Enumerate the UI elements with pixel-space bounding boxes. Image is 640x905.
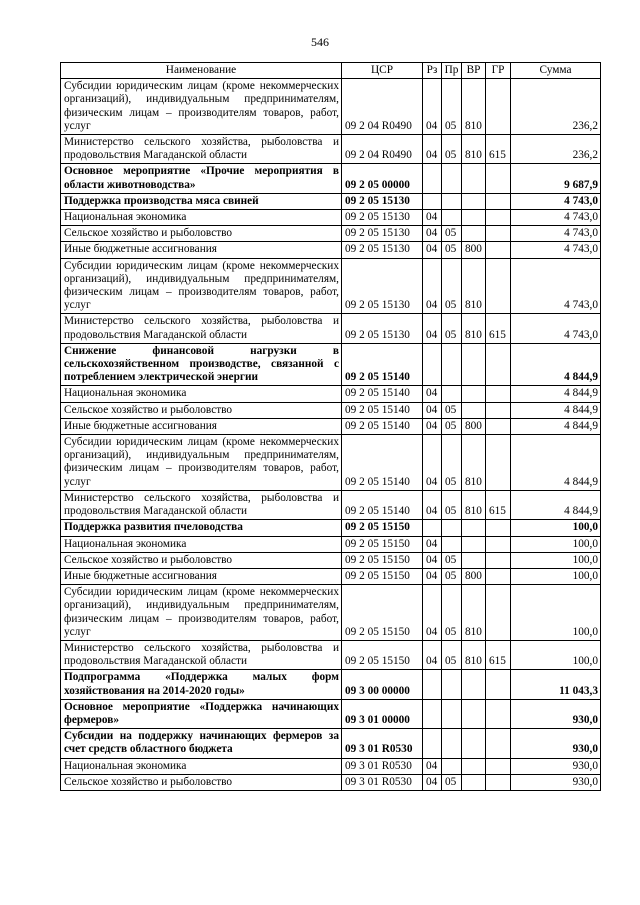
table-row	[61, 343, 601, 386]
cell-gr	[486, 226, 511, 242]
cell-sum: 930,0	[511, 774, 601, 790]
cell-csr: 09 3 01 R0530	[342, 758, 423, 774]
table-row	[61, 536, 601, 552]
cell-sum: 100,0	[511, 520, 601, 536]
table-row	[61, 435, 601, 491]
cell-vr	[462, 164, 486, 193]
budget-table	[60, 62, 601, 791]
cell-rz: 04	[423, 435, 442, 491]
cell-rz: 04	[423, 774, 442, 790]
cell-sum: 930,0	[511, 699, 601, 728]
cell-name: Сельское хозяйство и рыболовство	[61, 774, 342, 790]
column-header-vr: ВР	[462, 63, 486, 79]
column-header-rz: Рз	[423, 63, 442, 79]
cell-rz: 04	[423, 402, 442, 418]
cell-vr: 810	[462, 490, 486, 519]
table-row	[61, 386, 601, 402]
table-row	[61, 193, 601, 209]
cell-name: Национальная экономика	[61, 386, 342, 402]
column-header-name: Наименование	[61, 63, 342, 79]
cell-sum: 4 844,9	[511, 402, 601, 418]
cell-rz	[423, 729, 442, 758]
cell-name: Основное мероприятие «Поддержка начинающих фермеров»	[61, 699, 342, 728]
cell-rz: 04	[423, 758, 442, 774]
cell-gr	[486, 699, 511, 728]
cell-name: Субсидии юридическим лицам (кроме некоммерческих организаций), индивидуальным предпринимателям, физическим лицам – производителям товаров, работ, услуг	[61, 585, 342, 641]
cell-csr: 09 2 05 15140	[342, 386, 423, 402]
cell-gr	[486, 536, 511, 552]
cell-gr	[486, 552, 511, 568]
cell-sum: 4 743,0	[511, 258, 601, 314]
cell-rz: 04	[423, 135, 442, 164]
cell-csr: 09 2 05 15130	[342, 258, 423, 314]
cell-sum: 100,0	[511, 536, 601, 552]
cell-csr: 09 2 05 15150	[342, 640, 423, 669]
cell-pr: 05	[442, 774, 462, 790]
cell-pr: 05	[442, 490, 462, 519]
cell-pr	[442, 343, 462, 386]
cell-rz: 04	[423, 79, 442, 135]
cell-sum: 4 743,0	[511, 226, 601, 242]
cell-csr: 09 2 05 15150	[342, 568, 423, 584]
cell-sum: 4 743,0	[511, 210, 601, 226]
cell-csr: 09 2 05 15130	[342, 210, 423, 226]
cell-name: Снижение финансовой нагрузки в сельскохозяйственном производстве, связанной с потреблением электрической энергии	[61, 343, 342, 386]
cell-csr: 09 2 05 15140	[342, 343, 423, 386]
cell-pr	[442, 386, 462, 402]
cell-rz: 04	[423, 418, 442, 434]
cell-vr: 810	[462, 314, 486, 343]
cell-csr: 09 2 05 15150	[342, 552, 423, 568]
cell-gr	[486, 520, 511, 536]
cell-vr: 810	[462, 79, 486, 135]
cell-pr	[442, 536, 462, 552]
table-row	[61, 164, 601, 193]
cell-csr: 09 2 05 15140	[342, 418, 423, 434]
cell-sum: 100,0	[511, 585, 601, 641]
table-row	[61, 520, 601, 536]
cell-vr: 800	[462, 242, 486, 258]
cell-pr: 05	[442, 640, 462, 669]
table-row	[61, 402, 601, 418]
table-row	[61, 210, 601, 226]
cell-gr	[486, 585, 511, 641]
cell-sum: 236,2	[511, 135, 601, 164]
cell-csr: 09 2 05 15130	[342, 193, 423, 209]
cell-csr: 09 2 05 15150	[342, 520, 423, 536]
cell-name: Подпрограмма «Поддержка малых форм хозяйствования на 2014-2020 годы»	[61, 670, 342, 699]
cell-pr: 05	[442, 552, 462, 568]
cell-pr: 05	[442, 314, 462, 343]
cell-name: Министерство сельского хозяйства, рыболовства и продовольствия Магаданской области	[61, 640, 342, 669]
cell-rz: 04	[423, 640, 442, 669]
cell-gr	[486, 729, 511, 758]
cell-gr	[486, 210, 511, 226]
cell-vr: 810	[462, 640, 486, 669]
cell-vr	[462, 670, 486, 699]
cell-rz: 04	[423, 585, 442, 641]
cell-name: Иные бюджетные ассигнования	[61, 242, 342, 258]
cell-gr	[486, 568, 511, 584]
cell-gr	[486, 758, 511, 774]
cell-pr	[442, 164, 462, 193]
cell-vr: 800	[462, 418, 486, 434]
cell-pr: 05	[442, 585, 462, 641]
cell-sum: 236,2	[511, 79, 601, 135]
cell-sum: 100,0	[511, 552, 601, 568]
page-number: 546	[311, 35, 329, 49]
table-row	[61, 135, 601, 164]
cell-csr: 09 2 05 15130	[342, 242, 423, 258]
cell-name: Национальная экономика	[61, 536, 342, 552]
cell-rz: 04	[423, 226, 442, 242]
cell-name: Министерство сельского хозяйства, рыболовства и продовольствия Магаданской области	[61, 490, 342, 519]
cell-gr	[486, 343, 511, 386]
cell-vr	[462, 774, 486, 790]
cell-rz: 04	[423, 242, 442, 258]
cell-gr: 615	[486, 640, 511, 669]
cell-name: Субсидии на поддержку начинающих фермеров за счет средств областного бюджета	[61, 729, 342, 758]
cell-pr	[442, 193, 462, 209]
cell-gr: 615	[486, 314, 511, 343]
column-header-sum: Сумма	[511, 63, 601, 79]
cell-name: Иные бюджетные ассигнования	[61, 418, 342, 434]
cell-vr	[462, 402, 486, 418]
table-row	[61, 552, 601, 568]
cell-rz: 04	[423, 490, 442, 519]
cell-rz	[423, 193, 442, 209]
cell-sum: 100,0	[511, 568, 601, 584]
cell-rz	[423, 670, 442, 699]
cell-pr: 05	[442, 79, 462, 135]
cell-rz	[423, 343, 442, 386]
cell-gr	[486, 774, 511, 790]
cell-rz: 04	[423, 552, 442, 568]
table-row	[61, 585, 601, 641]
cell-name: Сельское хозяйство и рыболовство	[61, 226, 342, 242]
cell-sum: 9 687,9	[511, 164, 601, 193]
cell-pr	[442, 729, 462, 758]
cell-csr: 09 2 05 15130	[342, 314, 423, 343]
cell-vr	[462, 552, 486, 568]
cell-csr: 09 3 00 00000	[342, 670, 423, 699]
cell-sum: 4 844,9	[511, 418, 601, 434]
cell-name: Национальная экономика	[61, 210, 342, 226]
cell-pr: 05	[442, 402, 462, 418]
cell-vr	[462, 520, 486, 536]
table-row	[61, 258, 601, 314]
cell-vr	[462, 386, 486, 402]
cell-name: Национальная экономика	[61, 758, 342, 774]
cell-vr	[462, 536, 486, 552]
cell-vr: 810	[462, 585, 486, 641]
cell-rz: 04	[423, 568, 442, 584]
table-row	[61, 670, 601, 699]
cell-vr: 810	[462, 135, 486, 164]
cell-sum: 100,0	[511, 640, 601, 669]
table-row	[61, 226, 601, 242]
cell-sum: 4 743,0	[511, 314, 601, 343]
cell-gr	[486, 193, 511, 209]
cell-name: Субсидии юридическим лицам (кроме некоммерческих организаций), индивидуальным предпринимателям, физическим лицам – производителям товаров, работ, услуг	[61, 435, 342, 491]
table-row	[61, 490, 601, 519]
column-header-pr: Пр	[442, 63, 462, 79]
cell-pr: 05	[442, 242, 462, 258]
cell-csr: 09 2 05 15150	[342, 585, 423, 641]
cell-vr	[462, 758, 486, 774]
table-row	[61, 314, 601, 343]
cell-pr	[442, 520, 462, 536]
cell-csr: 09 3 01 00000	[342, 699, 423, 728]
cell-csr: 09 3 01 R0530	[342, 729, 423, 758]
cell-vr: 800	[462, 568, 486, 584]
cell-pr	[442, 758, 462, 774]
cell-rz	[423, 699, 442, 728]
cell-gr	[486, 418, 511, 434]
cell-csr: 09 2 05 00000	[342, 164, 423, 193]
cell-gr	[486, 79, 511, 135]
table-row	[61, 699, 601, 728]
table-row	[61, 79, 601, 135]
cell-pr: 05	[442, 435, 462, 491]
column-header-csr: ЦСР	[342, 63, 423, 79]
cell-rz: 04	[423, 210, 442, 226]
cell-csr: 09 3 01 R0530	[342, 774, 423, 790]
cell-csr: 09 2 04 R0490	[342, 135, 423, 164]
cell-gr	[486, 402, 511, 418]
cell-csr: 09 2 05 15140	[342, 435, 423, 491]
cell-rz: 04	[423, 258, 442, 314]
cell-gr	[486, 386, 511, 402]
table-row	[61, 729, 601, 758]
cell-rz	[423, 520, 442, 536]
cell-csr: 09 2 05 15150	[342, 536, 423, 552]
cell-name: Сельское хозяйство и рыболовство	[61, 402, 342, 418]
cell-sum: 4 743,0	[511, 242, 601, 258]
cell-rz: 04	[423, 386, 442, 402]
cell-name: Сельское хозяйство и рыболовство	[61, 552, 342, 568]
cell-name: Поддержка развития пчеловодства	[61, 520, 342, 536]
cell-vr	[462, 226, 486, 242]
cell-sum: 4 844,9	[511, 435, 601, 491]
cell-gr: 615	[486, 135, 511, 164]
cell-sum: 4 844,9	[511, 343, 601, 386]
cell-sum: 930,0	[511, 758, 601, 774]
cell-gr	[486, 164, 511, 193]
cell-vr: 810	[462, 435, 486, 491]
cell-name: Основное мероприятие «Прочие мероприятия в области животноводства»	[61, 164, 342, 193]
cell-gr: 615	[486, 490, 511, 519]
table-row	[61, 774, 601, 790]
cell-pr	[442, 670, 462, 699]
cell-gr	[486, 242, 511, 258]
cell-pr	[442, 210, 462, 226]
cell-gr	[486, 670, 511, 699]
cell-pr: 05	[442, 258, 462, 314]
cell-pr: 05	[442, 568, 462, 584]
cell-sum: 4 844,9	[511, 386, 601, 402]
cell-gr	[486, 258, 511, 314]
table-row	[61, 568, 601, 584]
cell-name: Министерство сельского хозяйства, рыболовства и продовольствия Магаданской области	[61, 135, 342, 164]
cell-name: Субсидии юридическим лицам (кроме некоммерческих организаций), индивидуальным предпринимателям, физическим лицам – производителям товаров, работ, услуг	[61, 79, 342, 135]
cell-csr: 09 2 05 15130	[342, 226, 423, 242]
cell-csr: 09 2 05 15140	[342, 490, 423, 519]
cell-vr	[462, 343, 486, 386]
cell-pr: 05	[442, 418, 462, 434]
cell-csr: 09 2 05 15140	[342, 402, 423, 418]
cell-vr: 810	[462, 258, 486, 314]
cell-vr	[462, 193, 486, 209]
cell-vr	[462, 729, 486, 758]
cell-vr	[462, 699, 486, 728]
cell-name: Поддержка производства мяса свиней	[61, 193, 342, 209]
cell-gr	[486, 435, 511, 491]
table-body	[61, 79, 601, 791]
table-row	[61, 640, 601, 669]
cell-sum: 4 743,0	[511, 193, 601, 209]
cell-pr	[442, 699, 462, 728]
cell-csr: 09 2 04 R0490	[342, 79, 423, 135]
cell-sum: 930,0	[511, 729, 601, 758]
table-row	[61, 758, 601, 774]
cell-name: Министерство сельского хозяйства, рыболовства и продовольствия Магаданской области	[61, 314, 342, 343]
cell-rz: 04	[423, 314, 442, 343]
table-header-row	[61, 63, 601, 79]
cell-name: Субсидии юридическим лицам (кроме некоммерческих организаций), индивидуальным предпринимателям, физическим лицам – производителям товаров, работ, услуг	[61, 258, 342, 314]
cell-sum: 11 043,3	[511, 670, 601, 699]
column-header-gr: ГР	[486, 63, 511, 79]
cell-pr: 05	[442, 135, 462, 164]
cell-rz	[423, 164, 442, 193]
cell-name: Иные бюджетные ассигнования	[61, 568, 342, 584]
cell-rz: 04	[423, 536, 442, 552]
cell-pr: 05	[442, 226, 462, 242]
cell-vr	[462, 210, 486, 226]
cell-sum: 4 844,9	[511, 490, 601, 519]
table-row	[61, 242, 601, 258]
table-row	[61, 418, 601, 434]
